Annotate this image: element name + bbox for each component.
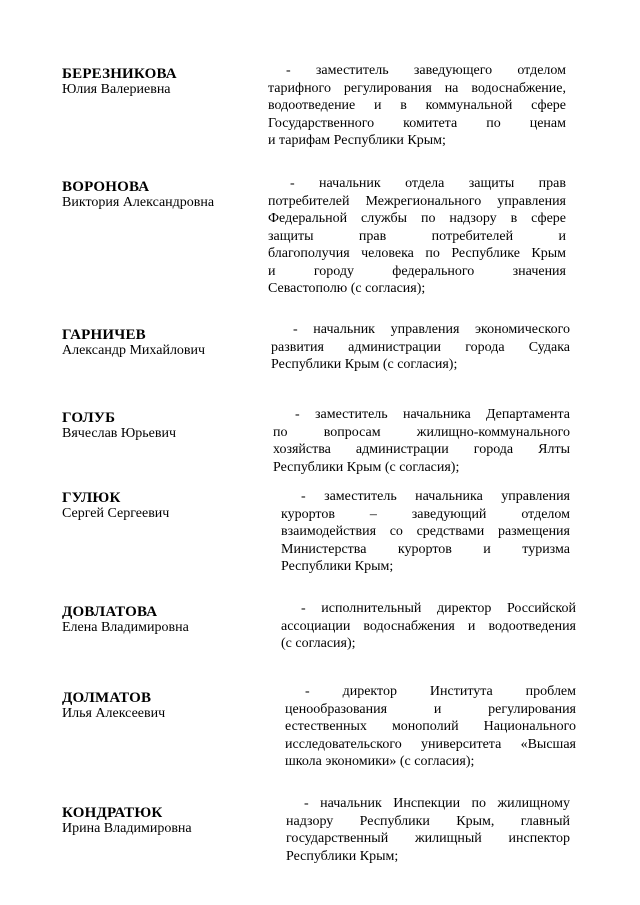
- position-line: - исполнительный директор Российской: [301, 601, 576, 616]
- position-line: хозяйства администрации города Ялты: [273, 442, 570, 457]
- position-line: и тарифам Республики Крым;: [268, 133, 446, 148]
- position-line: - заместитель начальника Департамента: [295, 407, 570, 422]
- member-surname: ДОВЛАТОВА: [62, 604, 158, 620]
- position-line: Министерства курортов и туризма: [281, 541, 570, 557]
- member-position: [281, 600, 576, 653]
- position-line: развития администрации города Судака: [271, 339, 570, 355]
- position-line: потребителей Межрегионального управления: [268, 193, 566, 209]
- position-line: Федеральной службы по надзору в сфере: [268, 211, 566, 226]
- position-line: Севастополю (с согласия);: [268, 281, 426, 296]
- member-position: [273, 406, 570, 476]
- position-line: государственный жилищный инспектор: [286, 831, 570, 846]
- position-line: курортов – заведующий отделом: [281, 506, 570, 522]
- position-line: Республики Крым;: [281, 559, 394, 574]
- position-line: и городу федерального значения: [268, 263, 566, 279]
- position-line: Республики Крым (с согласия);: [273, 459, 460, 475]
- member-position: [268, 175, 566, 298]
- position-line: - заместитель заведующего отделом: [286, 63, 566, 78]
- position-line: Республики Крым (с согласия);: [271, 357, 458, 372]
- position-line: (с согласия);: [281, 636, 356, 651]
- position-line: ценообразования и регулирования: [285, 701, 576, 717]
- position-line: по вопросам жилищно-коммунального: [273, 424, 570, 440]
- member-surname: ВОРОНОВА: [62, 179, 150, 195]
- member-given-name: Ирина Владимировна: [62, 821, 192, 836]
- member-given-name: Илья Алексеевич: [62, 706, 166, 721]
- position-line: - заместитель начальника управления: [301, 489, 570, 504]
- member-surname: ДОЛМАТОВ: [62, 690, 152, 706]
- member-given-name: Вячеслав Юрьевич: [62, 426, 177, 441]
- member-surname: БЕРЕЗНИКОВА: [62, 66, 177, 82]
- member-surname: ГУЛЮК: [62, 490, 121, 506]
- position-line: тарифного регулирования на водоснабжение,: [268, 80, 566, 96]
- member-given-name: Сергей Сергеевич: [62, 506, 170, 521]
- member-position: [281, 488, 570, 576]
- member-position: [286, 795, 570, 865]
- member-position: [271, 321, 570, 374]
- position-line: - начальник управления экономического: [293, 322, 570, 337]
- member-surname: КОНДРАТЮК: [62, 805, 163, 821]
- position-line: водоотведение и в коммунальной сфере: [268, 98, 566, 113]
- member-given-name: Елена Владимировна: [62, 620, 189, 635]
- position-line: - директор Института проблем: [305, 684, 576, 699]
- position-line: надзору Республики Крым, главный: [286, 813, 570, 829]
- position-line: защиты прав потребителей и: [268, 228, 566, 244]
- position-line: исследовательского университета «Высшая: [285, 736, 576, 752]
- position-line: - начальник отдела защиты прав: [290, 176, 566, 191]
- position-line: взаимодействия со средствами размещения: [281, 524, 570, 539]
- position-line: школа экономики» (с согласия);: [285, 754, 475, 769]
- member-position: [268, 62, 566, 150]
- member-given-name: Юлия Валериевна: [62, 82, 171, 97]
- position-line: Государственного комитета по ценам: [268, 115, 566, 131]
- position-line: естественных монополий Национального: [285, 719, 576, 734]
- position-line: ассоциации водоснабжения и водоотведения: [281, 618, 576, 634]
- member-given-name: Виктория Александровна: [62, 195, 215, 210]
- position-line: - начальник Инспекции по жилищному: [304, 796, 570, 811]
- position-line: благополучия человека по Республике Крым: [268, 246, 566, 261]
- member-position: [285, 683, 576, 771]
- position-line: Республики Крым;: [286, 848, 399, 864]
- member-surname: ГОЛУБ: [62, 410, 116, 426]
- member-surname: ГАРНИЧЕВ: [62, 327, 146, 343]
- member-given-name: Александр Михайлович: [62, 343, 206, 358]
